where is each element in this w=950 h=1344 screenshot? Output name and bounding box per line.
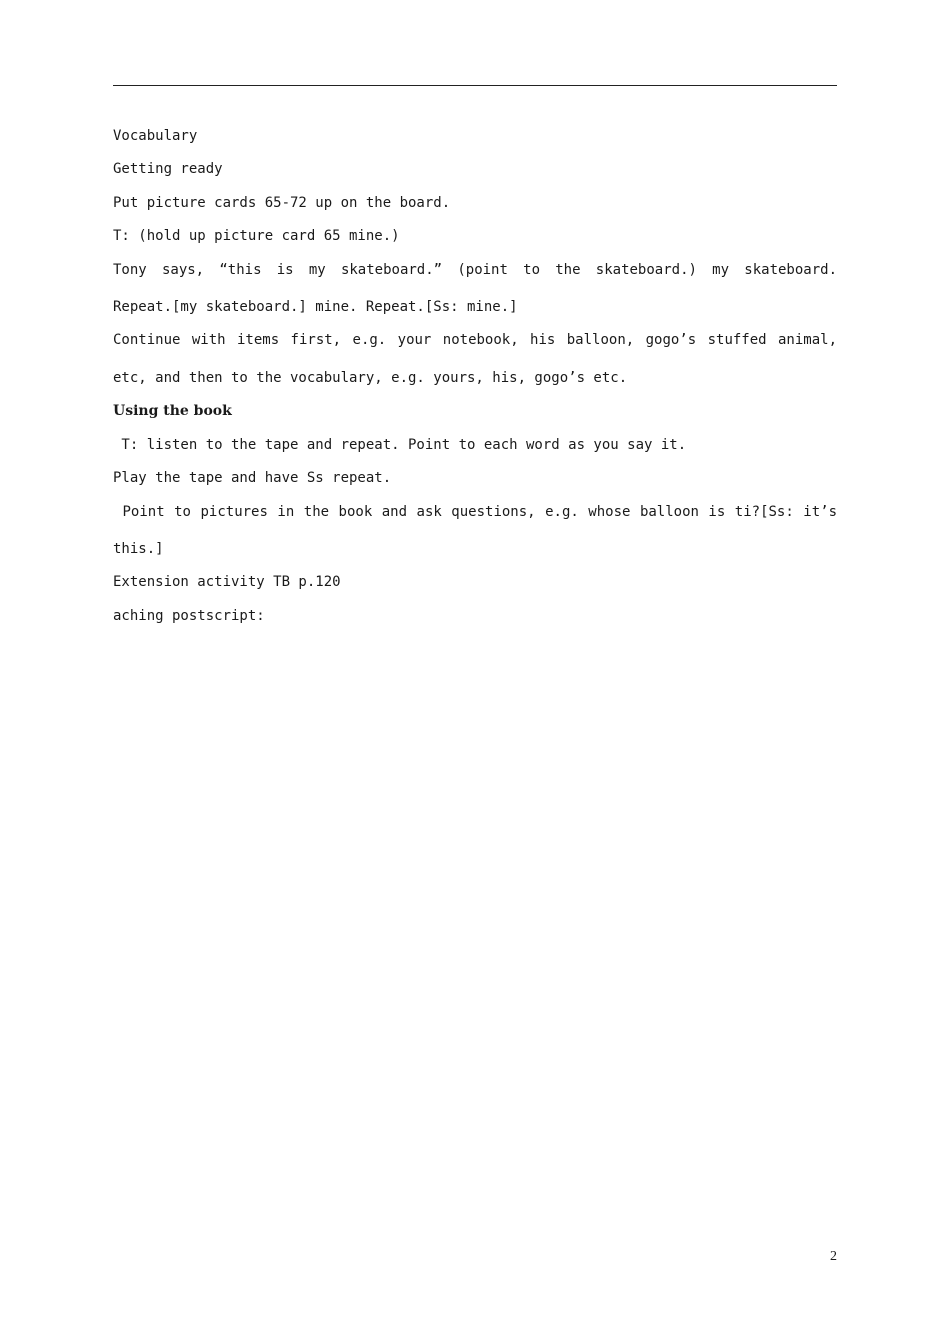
- page-number: 2: [830, 1249, 837, 1264]
- document-body: [113, 126, 837, 639]
- text-line-this: this.]: [113, 541, 164, 558]
- text-line-point-to-pictures: Point to pictures in the book and ask questions, e.g. whose balloon is ti?[Ss: it’s: [113, 503, 837, 520]
- text-line-repeat: Repeat.[my skateboard.] mine. Repeat.[Ss: mine.]: [113, 299, 518, 316]
- text-line-extension: Extension activity TB p.120: [113, 574, 341, 591]
- text-line-vocabulary: Vocabulary: [113, 128, 198, 144]
- text-line-listen: T: listen to the tape and repeat. Point to each word as you say it.: [113, 436, 687, 453]
- text-line-hold-up: T: (hold up picture card 65 mine.): [113, 228, 400, 245]
- text-line-picture-cards: Put picture cards 65-72 up on the board.: [113, 194, 451, 211]
- text-line-continue: Continue with items first, e.g. your notebook, his balloon, gogo’s stuffed animal,: [113, 332, 837, 349]
- text-line-getting-ready: Getting ready: [113, 161, 223, 178]
- text-line-postscript: aching postscript:: [113, 607, 265, 624]
- text-line-etc: etc, and then to the vocabulary, e.g. yours, his, gogo’s etc.: [113, 369, 628, 386]
- section-heading-using-the-book: Using the book: [113, 403, 232, 420]
- header-rule: [113, 85, 837, 86]
- text-line-play-tape: Play the tape and have Ss repeat.: [113, 470, 392, 487]
- text-line-tony-says: Tony says, “this is my skateboard.” (point to the skateboard.) my skateboard.: [113, 261, 837, 278]
